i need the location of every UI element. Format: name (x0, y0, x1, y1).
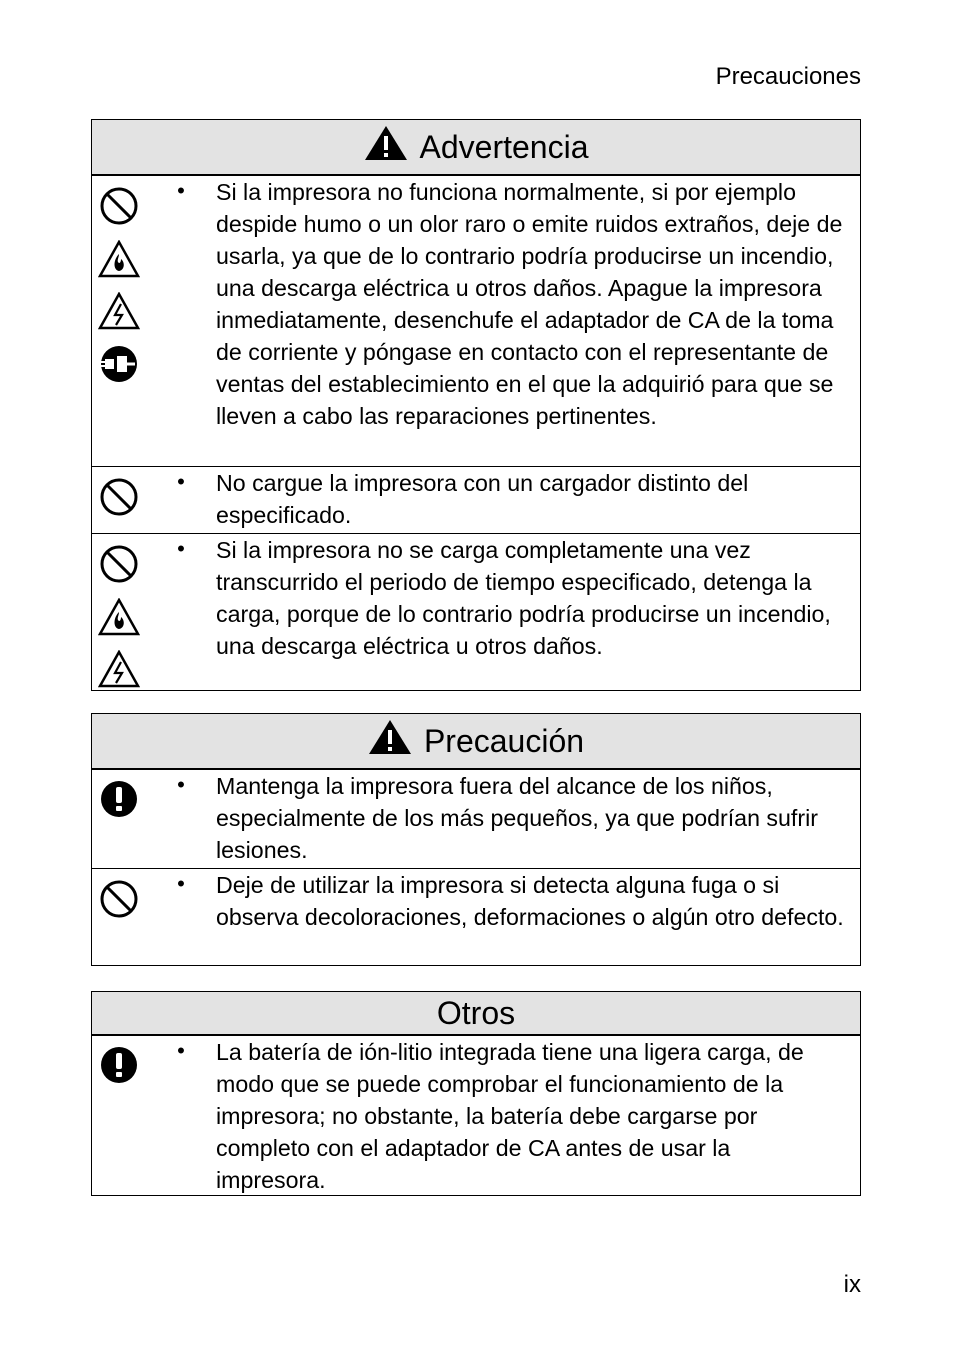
mandatory-action-icon (100, 1046, 138, 1098)
row-text: La batería de ión-litio integrada tiene una ligera carga, de modo que se puede comprobar el funcionamiento de la impresora; no obstante, la batería debe cargarse por completo con el adaptador de CA antes de usar la impresora. (216, 1039, 804, 1193)
warning-row (92, 466, 860, 533)
mandatory-action-icon (100, 780, 138, 832)
bullet: • (177, 469, 185, 494)
prohibition-icon (99, 879, 139, 933)
other-row (92, 1035, 860, 1194)
warning-row (92, 175, 860, 466)
bullet: • (177, 871, 185, 896)
other-title: Otros (436, 994, 516, 1031)
prohibition-icon (99, 544, 139, 598)
caution-row (92, 868, 860, 965)
row-text: Si la impresora no se carga completamente una vez transcurrido el periodo de tiempo especificado, detenga la carga, porque de lo contrario podría producirse un incendio, una descarga eléctrica u otros daños. (216, 537, 831, 659)
bullet: • (177, 1038, 185, 1063)
warning-triangle-icon (368, 719, 424, 763)
row-icons (92, 770, 146, 868)
warning-header (92, 120, 860, 175)
row-icons (92, 1036, 146, 1194)
electric-shock-icon (98, 292, 140, 344)
caution-row (92, 769, 860, 868)
row-icons (92, 467, 146, 533)
row-text: No cargue la impresora con un cargador distinto del especificado. (216, 470, 749, 528)
caution-header (92, 714, 860, 769)
fire-hazard-icon (98, 598, 140, 650)
warning-row (92, 533, 860, 690)
row-icons (92, 534, 146, 690)
fire-hazard-icon (98, 240, 140, 292)
caution-box (91, 713, 861, 966)
caution-title: Precaución (423, 722, 585, 759)
prohibition-icon (99, 186, 139, 240)
page-number: ix (843, 1271, 861, 1298)
bullet: • (177, 772, 185, 797)
warning-triangle-icon (364, 125, 420, 169)
bullet: • (177, 178, 185, 203)
bullet: • (177, 536, 185, 561)
row-text: Mantenga la impresora fuera del alcance de los niños, especialmente de los más pequeños, ya que podrían sufrir lesiones. (216, 773, 818, 863)
row-icons (92, 176, 146, 466)
row-text: Si la impresora no funciona normalmente, si por ejemplo despide humo o un olor raro o emite ruidos extraños, deje de usarla, ya que de lo contrario podría producirse un incendio, una descarga eléctrica u otros daños. Apague la impresora inmediatamente, desenchufe el adaptador de CA de la toma de corriente y póngase en contacto con el representante de ventas del establecimiento en el que la adquirió para que se lleven a cabo las reparaciones pertinentes. (216, 179, 843, 429)
running-head: Precauciones (715, 63, 861, 90)
warning-title: Advertencia (419, 128, 589, 165)
row-icons (92, 869, 146, 965)
other-box (91, 991, 861, 1196)
prohibition-icon (99, 477, 139, 531)
other-header (92, 992, 860, 1035)
unplug-icon (99, 344, 139, 398)
warning-box (91, 119, 861, 691)
electric-shock-icon (98, 650, 140, 702)
row-text: Deje de utilizar la impresora si detecta alguna fuga o si observa decoloraciones, deformaciones o algún otro defecto. (216, 872, 844, 930)
